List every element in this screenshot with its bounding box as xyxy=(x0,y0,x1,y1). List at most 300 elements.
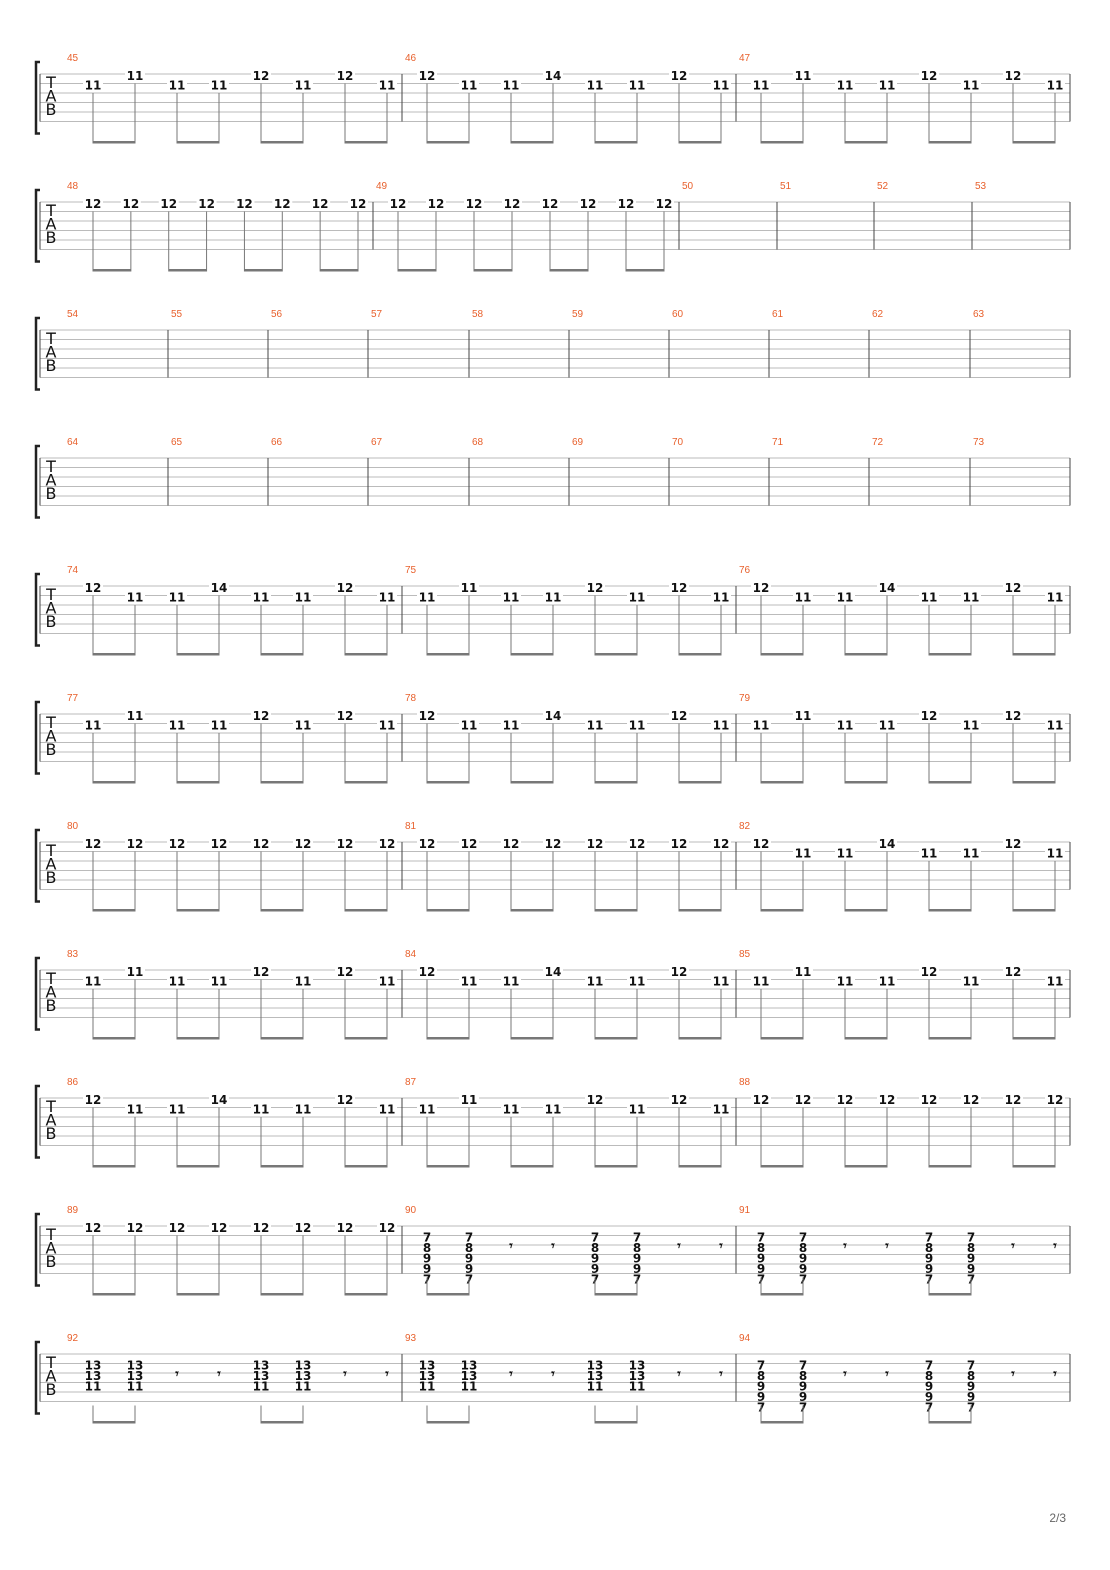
fret-number: 12 xyxy=(252,1221,270,1235)
fret-number: 9 xyxy=(464,1262,474,1276)
beam xyxy=(427,653,469,656)
fret-number: 12 xyxy=(252,965,270,979)
fret-number: 7 xyxy=(798,1230,808,1245)
measure xyxy=(371,309,383,320)
beam xyxy=(761,909,803,912)
fret-number: 11 xyxy=(378,718,396,733)
fret-number: 8 xyxy=(924,1369,934,1383)
tab-clef-letter: B xyxy=(45,100,57,119)
beam xyxy=(929,1037,971,1040)
measure-number: 47 xyxy=(739,53,751,64)
fret-number: 11 xyxy=(84,1379,102,1394)
fret-number: 13 xyxy=(628,1369,646,1383)
measure xyxy=(872,437,884,448)
measure xyxy=(405,693,731,784)
tab-clef-letter: B xyxy=(45,740,57,759)
measure xyxy=(67,693,397,784)
fret-number: 12 xyxy=(418,837,436,851)
fret-number: 9 xyxy=(798,1379,808,1394)
fret-number: 12 xyxy=(1004,837,1022,851)
fret-number: 13 xyxy=(460,1358,478,1373)
fret-number: 7 xyxy=(756,1358,766,1373)
fret-number: 9 xyxy=(924,1262,934,1276)
fret-number: 11 xyxy=(210,78,228,93)
beam xyxy=(345,1293,387,1296)
beam xyxy=(93,781,135,784)
fret-number: 13 xyxy=(294,1358,312,1373)
measure-number: 61 xyxy=(772,309,784,320)
fret-number: 11 xyxy=(544,1102,562,1117)
measure xyxy=(405,1205,723,1296)
beam xyxy=(261,909,303,912)
beam xyxy=(93,653,135,656)
tab-clef-letter: B xyxy=(45,612,57,631)
fret-number: 11 xyxy=(460,581,478,595)
beam xyxy=(595,653,637,656)
tab-clef-letter: T xyxy=(46,1225,56,1244)
beam xyxy=(427,1037,469,1040)
beam xyxy=(427,781,469,784)
measure xyxy=(672,437,684,448)
beam xyxy=(511,653,553,656)
beam xyxy=(93,1421,135,1424)
fret-number: 11 xyxy=(126,709,144,723)
beam xyxy=(595,141,637,144)
tab-clef-letter: T xyxy=(46,969,56,988)
fret-number: 9 xyxy=(590,1251,600,1266)
measure xyxy=(780,181,792,192)
beam xyxy=(1013,781,1055,784)
fret-number: 11 xyxy=(252,590,270,605)
fret-number: 13 xyxy=(84,1358,102,1373)
fret-number: 11 xyxy=(628,1102,646,1117)
fret-number: 11 xyxy=(752,974,770,989)
fret-number: 11 xyxy=(418,1102,436,1117)
measure-number: 65 xyxy=(171,437,183,448)
beam xyxy=(595,1165,637,1168)
beam xyxy=(679,781,721,784)
beam xyxy=(761,1293,803,1296)
fret-number: 11 xyxy=(168,78,186,93)
beam xyxy=(761,1165,803,1168)
system-bracket xyxy=(36,702,40,774)
measure-number: 93 xyxy=(405,1333,417,1344)
tab-clef-letter: A xyxy=(45,214,57,234)
measure-number: 54 xyxy=(67,309,79,320)
fret-number: 11 xyxy=(168,590,186,605)
measure xyxy=(772,437,784,448)
tab-clef-letter: A xyxy=(45,470,57,490)
tab-system xyxy=(36,53,1070,144)
tab-clef-letter: T xyxy=(46,457,56,476)
beam xyxy=(261,653,303,656)
eighth-rest-icon: 𝄾 xyxy=(1053,1239,1057,1254)
measure-number: 69 xyxy=(572,437,584,448)
fret-number: 11 xyxy=(294,1379,312,1394)
beam xyxy=(845,141,887,144)
fret-number: 9 xyxy=(798,1390,808,1404)
fret-number: 9 xyxy=(798,1262,808,1276)
fret-number: 11 xyxy=(962,846,980,861)
measure xyxy=(739,1205,1057,1296)
tab-clef-letter: T xyxy=(46,73,56,92)
beam xyxy=(345,653,387,656)
fret-number: 7 xyxy=(756,1230,766,1245)
fret-number: 12 xyxy=(84,837,102,851)
measure-number: 62 xyxy=(872,309,884,320)
fret-number: 9 xyxy=(756,1251,766,1266)
beam xyxy=(929,653,971,656)
fret-number: 11 xyxy=(712,718,730,733)
fret-number: 8 xyxy=(756,1241,766,1255)
tab-clef-letter: B xyxy=(45,1380,57,1399)
measure xyxy=(682,181,694,192)
fret-number: 9 xyxy=(422,1262,432,1276)
system-bracket xyxy=(36,1214,40,1286)
fret-number: 8 xyxy=(590,1241,600,1255)
measure-number: 89 xyxy=(67,1205,79,1216)
fret-number: 11 xyxy=(252,1379,270,1394)
eighth-rest-icon: 𝄾 xyxy=(509,1367,513,1382)
fret-number: 12 xyxy=(84,1093,102,1107)
measure-number: 58 xyxy=(472,309,484,320)
measure xyxy=(405,53,731,144)
fret-number: 11 xyxy=(418,1379,436,1394)
fret-number: 12 xyxy=(1004,1093,1022,1107)
fret-number: 12 xyxy=(389,197,407,211)
eighth-rest-icon: 𝄾 xyxy=(677,1239,681,1254)
fret-number: 7 xyxy=(422,1272,432,1287)
measure xyxy=(405,821,731,912)
measure-number: 88 xyxy=(739,1077,751,1088)
measure-number: 82 xyxy=(739,821,751,832)
fret-number: 12 xyxy=(670,837,688,851)
measure-number: 76 xyxy=(739,565,751,576)
fret-number: 11 xyxy=(84,78,102,93)
fret-number: 11 xyxy=(836,590,854,605)
beam xyxy=(679,653,721,656)
fret-number: 13 xyxy=(586,1358,604,1373)
measure-number: 87 xyxy=(405,1077,417,1088)
eighth-rest-icon: 𝄾 xyxy=(885,1239,889,1254)
beam xyxy=(761,141,803,144)
fret-number: 7 xyxy=(966,1400,976,1415)
tab-clef-letter: A xyxy=(45,726,57,746)
fret-number: 11 xyxy=(294,974,312,989)
fret-number: 11 xyxy=(168,974,186,989)
fret-number: 12 xyxy=(1004,69,1022,83)
fret-number: 11 xyxy=(544,590,562,605)
fret-number: 11 xyxy=(962,718,980,733)
fret-number: 12 xyxy=(311,197,329,211)
fret-number: 13 xyxy=(586,1369,604,1383)
fret-number: 12 xyxy=(418,965,436,979)
fret-number: 11 xyxy=(502,78,520,93)
fret-number: 11 xyxy=(628,1379,646,1394)
measure-number: 64 xyxy=(67,437,79,448)
measure xyxy=(739,821,1065,912)
fret-number: 11 xyxy=(1046,718,1064,733)
fret-number: 12 xyxy=(122,197,140,211)
fret-number: 12 xyxy=(336,709,354,723)
fret-number: 12 xyxy=(579,197,597,211)
fret-number: 12 xyxy=(378,837,396,851)
fret-number: 11 xyxy=(126,1102,144,1117)
fret-number: 13 xyxy=(252,1369,270,1383)
beam xyxy=(511,141,553,144)
system-bracket xyxy=(36,1342,40,1414)
fret-number: 8 xyxy=(756,1369,766,1383)
eighth-rest-icon: 𝄾 xyxy=(843,1367,847,1382)
fret-number: 11 xyxy=(378,78,396,93)
beam xyxy=(845,653,887,656)
measure xyxy=(405,1333,723,1424)
tab-clef-letter: T xyxy=(46,201,56,220)
measure xyxy=(67,1077,397,1168)
fret-number: 9 xyxy=(966,1379,976,1394)
fret-number: 12 xyxy=(418,69,436,83)
beam xyxy=(345,141,387,144)
beam xyxy=(511,909,553,912)
fret-number: 11 xyxy=(460,974,478,989)
fret-number: 7 xyxy=(632,1230,642,1245)
fret-number: 11 xyxy=(378,590,396,605)
measure-number: 63 xyxy=(973,309,985,320)
fret-number: 12 xyxy=(962,1093,980,1107)
fret-number: 8 xyxy=(464,1241,474,1255)
fret-number: 7 xyxy=(798,1400,808,1415)
beam xyxy=(177,1165,219,1168)
fret-number: 13 xyxy=(418,1358,436,1373)
tab-clef-letter: T xyxy=(46,329,56,348)
fret-number: 11 xyxy=(878,78,896,93)
beam xyxy=(626,269,664,272)
measure xyxy=(739,53,1065,144)
beam xyxy=(320,269,358,272)
fret-number: 7 xyxy=(464,1272,474,1287)
measure-number: 67 xyxy=(371,437,383,448)
fret-number: 11 xyxy=(210,718,228,733)
fret-number: 8 xyxy=(966,1369,976,1383)
beam xyxy=(345,909,387,912)
fret-number: 12 xyxy=(210,1221,228,1235)
tab-system xyxy=(36,693,1070,784)
fret-number: 11 xyxy=(586,974,604,989)
eighth-rest-icon: 𝄾 xyxy=(385,1367,389,1382)
fret-number: 13 xyxy=(628,1358,646,1373)
fret-number: 12 xyxy=(920,965,938,979)
tab-system xyxy=(36,1205,1070,1296)
tab-clef-letter: A xyxy=(45,1238,57,1258)
fret-number: 12 xyxy=(920,1093,938,1107)
fret-number: 8 xyxy=(966,1241,976,1255)
fret-number: 12 xyxy=(252,709,270,723)
tab-clef-letter: B xyxy=(45,868,57,887)
beam xyxy=(93,1037,135,1040)
measure xyxy=(171,309,183,320)
measure xyxy=(472,309,484,320)
fret-number: 11 xyxy=(502,718,520,733)
fret-number: 11 xyxy=(586,78,604,93)
measure xyxy=(67,309,79,320)
beam xyxy=(261,141,303,144)
measure xyxy=(739,949,1065,1040)
fret-number: 14 xyxy=(544,69,562,83)
beam xyxy=(761,781,803,784)
tab-clef-letter: B xyxy=(45,228,57,247)
fret-number: 8 xyxy=(632,1241,642,1255)
system-bracket xyxy=(36,446,40,518)
measure xyxy=(672,309,684,320)
measure xyxy=(739,565,1065,656)
tab-clef-letter: B xyxy=(45,356,57,375)
tab-clef-letter: T xyxy=(46,713,56,732)
fret-number: 11 xyxy=(920,590,938,605)
system-bracket xyxy=(36,830,40,902)
fret-number: 11 xyxy=(628,974,646,989)
beam xyxy=(169,269,207,272)
fret-number: 11 xyxy=(712,590,730,605)
fret-number: 12 xyxy=(541,197,559,211)
fret-number: 12 xyxy=(160,197,178,211)
fret-number: 7 xyxy=(798,1272,808,1287)
system-bracket xyxy=(36,574,40,646)
beam xyxy=(345,781,387,784)
tab-clef-letter: T xyxy=(46,585,56,604)
fret-number: 13 xyxy=(126,1369,144,1383)
fret-number: 14 xyxy=(878,581,896,595)
measure xyxy=(67,1333,389,1424)
measure-number: 60 xyxy=(672,309,684,320)
beam xyxy=(93,141,135,144)
fret-number: 7 xyxy=(590,1230,600,1245)
measure xyxy=(67,437,79,448)
tab-clef-letter: B xyxy=(45,1124,57,1143)
measure-number: 49 xyxy=(376,181,388,192)
tab-system xyxy=(36,949,1070,1040)
measure xyxy=(67,53,397,144)
fret-number: 11 xyxy=(836,974,854,989)
fret-number: 11 xyxy=(586,718,604,733)
beam xyxy=(177,909,219,912)
measure-number: 59 xyxy=(572,309,584,320)
fret-number: 8 xyxy=(798,1369,808,1383)
fret-number: 9 xyxy=(966,1390,976,1404)
fret-number: 11 xyxy=(836,78,854,93)
beam xyxy=(550,269,588,272)
fret-number: 12 xyxy=(210,837,228,851)
measure-number: 90 xyxy=(405,1205,417,1216)
measure xyxy=(572,437,584,448)
system-bracket xyxy=(36,318,40,390)
fret-number: 9 xyxy=(966,1262,976,1276)
tab-clef-letter: B xyxy=(45,484,57,503)
fret-number: 12 xyxy=(920,69,938,83)
fret-number: 9 xyxy=(924,1379,934,1394)
measure xyxy=(171,437,183,448)
fret-number: 12 xyxy=(1004,965,1022,979)
measure-number: 77 xyxy=(67,693,79,704)
fret-number: 11 xyxy=(794,709,812,723)
fret-number: 12 xyxy=(752,581,770,595)
fret-number: 9 xyxy=(422,1251,432,1266)
fret-number: 11 xyxy=(378,1102,396,1117)
measure-number: 80 xyxy=(67,821,79,832)
fret-number: 11 xyxy=(962,590,980,605)
beam xyxy=(595,781,637,784)
measure xyxy=(271,437,283,448)
beam xyxy=(261,1165,303,1168)
system-bracket xyxy=(36,62,40,134)
measure-number: 51 xyxy=(780,181,792,192)
measure-number: 74 xyxy=(67,565,79,576)
measure xyxy=(405,565,731,656)
tab-clef-letter: T xyxy=(46,1353,56,1372)
fret-number: 12 xyxy=(503,197,521,211)
measure-number: 85 xyxy=(739,949,751,960)
fret-number: 9 xyxy=(966,1251,976,1266)
measure xyxy=(739,693,1065,784)
beam xyxy=(1013,1165,1055,1168)
fret-number: 12 xyxy=(236,197,253,211)
fret-number: 12 xyxy=(427,197,445,211)
fret-number: 7 xyxy=(422,1230,432,1245)
fret-number: 12 xyxy=(670,709,688,723)
beam xyxy=(93,1165,135,1168)
fret-number: 12 xyxy=(670,1093,688,1107)
tab-system xyxy=(36,1333,1070,1424)
fret-number: 12 xyxy=(836,1093,854,1107)
fret-number: 11 xyxy=(168,718,186,733)
measure xyxy=(572,309,584,320)
measure-number: 83 xyxy=(67,949,79,960)
beam xyxy=(929,781,971,784)
fret-number: 11 xyxy=(126,965,144,979)
tab-system xyxy=(36,1077,1070,1168)
fret-number: 11 xyxy=(794,965,812,979)
fret-number: 7 xyxy=(756,1400,766,1415)
fret-number: 11 xyxy=(836,846,854,861)
fret-number: 7 xyxy=(966,1358,976,1373)
beam xyxy=(261,781,303,784)
fret-number: 12 xyxy=(198,197,215,211)
fret-number: 12 xyxy=(920,709,938,723)
fret-number: 7 xyxy=(924,1400,934,1415)
fret-number: 12 xyxy=(752,837,770,851)
beam xyxy=(398,269,436,272)
beam xyxy=(177,1293,219,1296)
measure xyxy=(67,949,397,1040)
fret-number: 11 xyxy=(752,718,770,733)
beam xyxy=(177,653,219,656)
measure xyxy=(371,437,383,448)
fret-number: 11 xyxy=(460,718,478,733)
fret-number: 13 xyxy=(294,1369,312,1383)
fret-number: 11 xyxy=(418,590,436,605)
fret-number: 12 xyxy=(336,1093,354,1107)
measure xyxy=(739,1333,1057,1424)
fret-number: 13 xyxy=(84,1369,102,1383)
measure xyxy=(271,309,283,320)
fret-number: 11 xyxy=(378,974,396,989)
eighth-rest-icon: 𝄾 xyxy=(885,1367,889,1382)
fret-number: 12 xyxy=(273,197,291,211)
fret-number: 12 xyxy=(794,1093,812,1107)
fret-number: 11 xyxy=(294,718,312,733)
beam xyxy=(761,653,803,656)
fret-number: 7 xyxy=(966,1272,976,1287)
fret-number: 12 xyxy=(336,837,354,851)
